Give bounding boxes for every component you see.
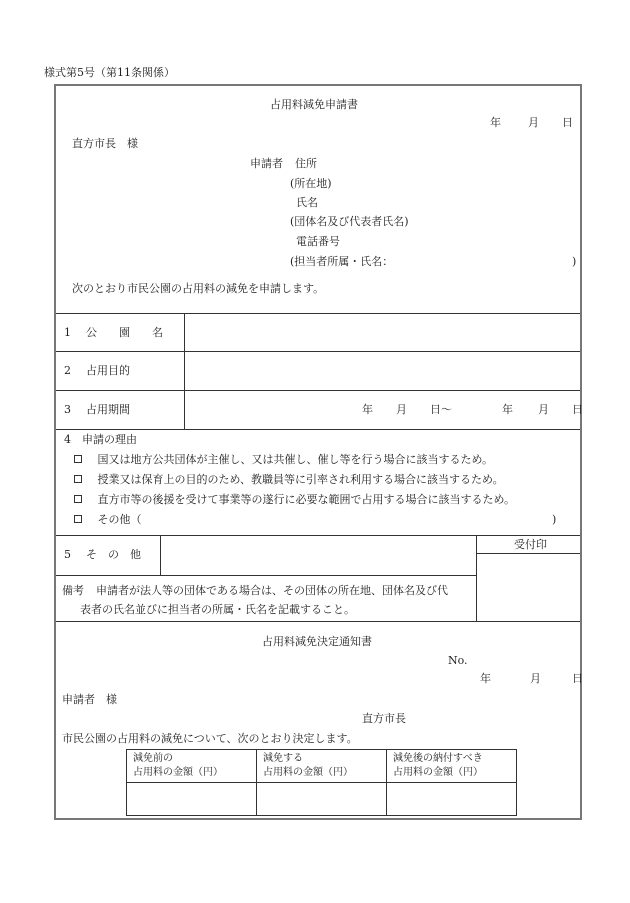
purpose-no: 2: [64, 364, 71, 377]
applicant-contact-label: (担当者所属・氏名：: [290, 255, 394, 268]
decision-title: 占用料減免決定通知書: [262, 635, 372, 648]
reason-option: [74, 514, 142, 525]
reason-checkbox[interactable]: [74, 455, 82, 463]
other-label: そ の 他: [86, 548, 141, 561]
divider-row5-top: [56, 535, 580, 536]
period-from-month: 月: [396, 403, 407, 416]
reduction-amount-table: [126, 749, 517, 816]
receipt-stamp-label: 受付印: [514, 538, 547, 551]
application-title: 占用料減免申請書: [270, 98, 358, 111]
reason-checkbox[interactable]: [74, 515, 82, 523]
decision-date-year: 年: [480, 672, 491, 685]
label-column-divider: [184, 313, 185, 429]
divider-row1-top: [56, 313, 580, 314]
reason-checkbox[interactable]: [74, 475, 82, 483]
application-date-day: 日: [562, 116, 573, 129]
period-from-year: 年: [362, 403, 373, 416]
divider-decision-top: [56, 621, 580, 622]
reason-title: 4 申請の理由: [64, 433, 137, 446]
table-header-line: 減免する: [263, 753, 303, 764]
applicant-label: 申請者: [250, 157, 283, 170]
reason-option-label: 授業又は保育上の目的のため、教職員等に引率され利用する場合に該当するため。: [97, 473, 504, 486]
divider-row3-top: [56, 390, 580, 391]
amount-cell[interactable]: [257, 783, 387, 816]
park-name-no: 1: [64, 326, 71, 339]
applicant-contact-close: ): [572, 255, 577, 268]
table-header-line: 減免前の: [133, 753, 173, 764]
table-header-line: 占用料の金額（円）: [393, 767, 483, 778]
application-date-month: 月: [528, 116, 539, 129]
application-statement: 次のとおり市民公園の占用料の減免を申請します。: [72, 282, 325, 295]
purpose-label: 占用目的: [86, 364, 130, 377]
form-frame: [54, 84, 582, 820]
other-label-divider: [160, 535, 161, 575]
table-header: [127, 750, 257, 783]
amount-cell[interactable]: [127, 783, 257, 816]
period-to-month: 月: [538, 403, 549, 416]
reason-checkbox[interactable]: [74, 495, 82, 503]
divider-row4-top: [56, 429, 580, 430]
decision-issuer: 直方市長: [362, 712, 406, 725]
period-from-day: 日〜: [430, 403, 452, 416]
table-header-line: 減免後の納付すべき: [393, 753, 483, 764]
receipt-column-divider: [476, 535, 477, 621]
application-date-year: 年: [490, 116, 501, 129]
decision-date-day: 日: [572, 672, 583, 685]
divider-row2-top: [56, 351, 580, 352]
reason-option: [74, 494, 515, 505]
table-header: [257, 750, 387, 783]
applicant-phone-label: 電話番号: [296, 235, 340, 248]
receipt-header-divider: [476, 553, 580, 554]
form-number: 様式第5号（第11条関係）: [44, 66, 175, 79]
table-header-line: 占用料の金額（円）: [263, 767, 353, 778]
application-addressee: 直方市長 様: [72, 137, 138, 150]
reason-other-close: ): [552, 513, 557, 526]
decision-addressee: 申請者 様: [62, 693, 117, 706]
period-no: 3: [64, 403, 71, 416]
applicant-org-label: (団体名及び代表者氏名): [290, 215, 409, 228]
decision-date-month: 月: [530, 672, 541, 685]
period-to-day: 日: [572, 403, 583, 416]
period-to-year: 年: [502, 403, 513, 416]
applicant-name-label: 氏名: [296, 196, 318, 209]
decision-statement: 市民公園の占用料の減免について、次のとおり決定します。: [62, 732, 358, 745]
divider-note-top: [56, 575, 476, 576]
decision-no-label: No.: [448, 654, 468, 667]
table-header-line: 占用料の金額（円）: [133, 767, 223, 778]
reason-option-label: その他（: [97, 513, 142, 526]
applicant-location-label: (所在地): [290, 177, 332, 190]
note-label: 備考: [62, 584, 84, 597]
table-header: [387, 750, 517, 783]
reason-option-label: 直方市等の後援を受けて事業等の遂行に必要な範囲で占用する場合に該当するため。: [97, 493, 516, 506]
period-label: 占用期間: [86, 403, 130, 416]
park-name-label: 公 園 名: [86, 326, 163, 339]
note-line-2: 表者の氏名並びに担当者の所属・氏名を記載すること。: [80, 603, 355, 616]
applicant-address-label: 住所: [295, 157, 317, 170]
reason-option: [74, 474, 504, 485]
reason-option-label: 国又は地方公共団体が主催し、又は共催し、催し等を行う場合に該当するため。: [97, 453, 494, 466]
reason-option: [74, 454, 493, 465]
other-no: 5: [64, 548, 71, 561]
amount-cell[interactable]: [387, 783, 517, 816]
note-line-1: 申請者が法人等の団体である場合は、その団体の所在地、団体名及び代: [96, 584, 448, 597]
